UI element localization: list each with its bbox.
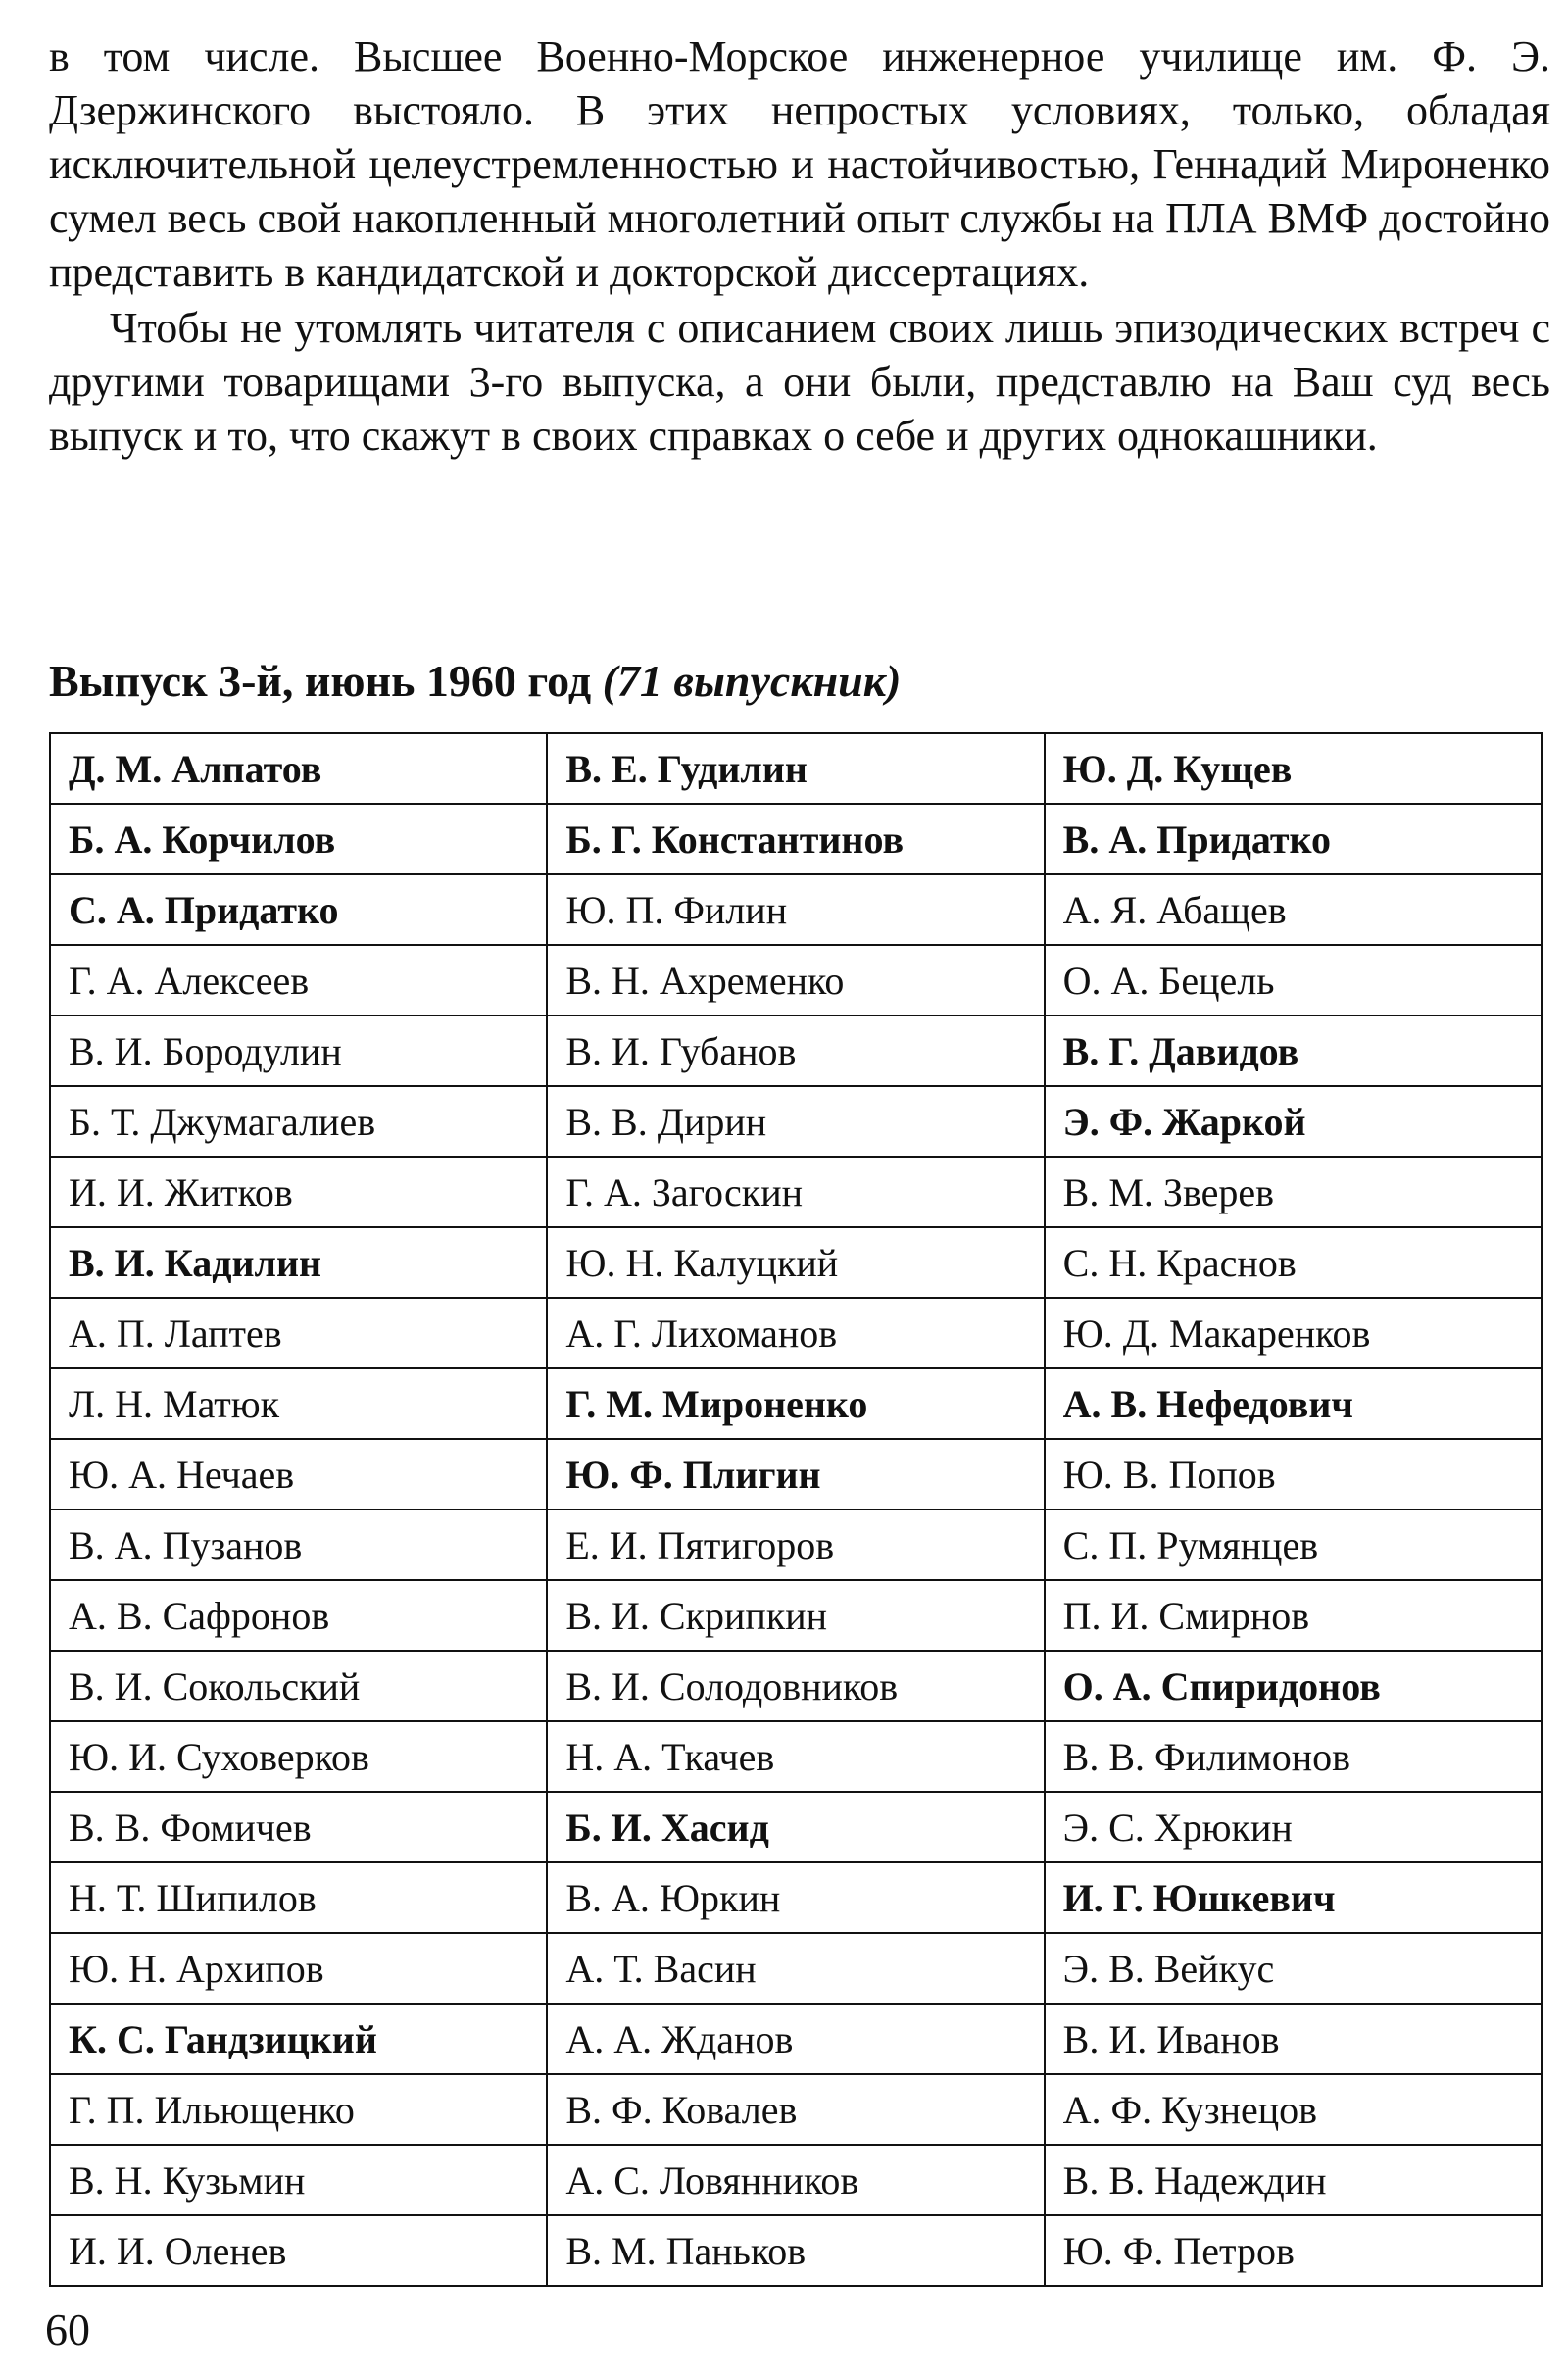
- heading-subtitle: (71 выпускник): [602, 656, 902, 706]
- table-row: [50, 1651, 1542, 1721]
- table-cell: В. Г. Давидов: [1045, 1015, 1542, 1086]
- table-cell: Г. А. Загоскин: [547, 1157, 1044, 1227]
- table-row: [50, 945, 1542, 1015]
- table-row: [50, 1298, 1542, 1368]
- table-row: [50, 1227, 1542, 1298]
- table-row: [50, 1580, 1542, 1651]
- table-cell: Г. М. Мироненко: [547, 1368, 1044, 1439]
- table-cell: Н. А. Ткачев: [547, 1721, 1044, 1792]
- table-cell: В. И. Губанов: [547, 1015, 1044, 1086]
- table-cell: В. И. Кадилин: [50, 1227, 547, 1298]
- table-row: [50, 733, 1542, 804]
- table-cell: В. Н. Ахременко: [547, 945, 1044, 1015]
- table-cell: В. В. Надеждин: [1045, 2145, 1542, 2215]
- table-row: [50, 1862, 1542, 1933]
- table-row: [50, 2074, 1542, 2145]
- table-cell: А. С. Ловянников: [547, 2145, 1044, 2215]
- table-cell: Г. А. Алексеев: [50, 945, 547, 1015]
- paragraph-1: в том числе. Высшее Военно-Морское инженерное училище им. Ф. Э. Дзержинского выстояло. В этих непростых условиях, только, обладая исключительной целеустремленностью и настойчивостью, Геннадий Мироненко сумел весь свой накопленный многолетний опыт службы на ПЛА ВМФ достойно представить в кандидатской и докторской диссертациях.: [49, 32, 1550, 296]
- table-cell: А. Ф. Кузнецов: [1045, 2074, 1542, 2145]
- graduates-table: [49, 732, 1543, 2287]
- table-cell: Ю. Ф. Плигин: [547, 1439, 1044, 1510]
- table-row: [50, 874, 1542, 945]
- table-cell: Ю. Н. Архипов: [50, 1933, 547, 2004]
- page-text: [49, 29, 1550, 463]
- table-cell: Ю. А. Нечаев: [50, 1439, 547, 1510]
- table-cell: А. Г. Лихоманов: [547, 1298, 1044, 1368]
- table-row: [50, 2215, 1542, 2286]
- table-cell: Л. Н. Матюк: [50, 1368, 547, 1439]
- table-cell: Ю. Д. Кущев: [1045, 733, 1542, 804]
- table-row: [50, 1510, 1542, 1580]
- heading-title: Выпуск 3-й, июнь 1960 год: [49, 656, 592, 706]
- table-cell: В. А. Придатко: [1045, 804, 1542, 874]
- table-cell: Э. С. Хрюкин: [1045, 1792, 1542, 1862]
- table-cell: А. Я. Абащев: [1045, 874, 1542, 945]
- table-cell: Б. Т. Джумагалиев: [50, 1086, 547, 1157]
- table-cell: В. В. Фомичев: [50, 1792, 547, 1862]
- table-cell: К. С. Гандзицкий: [50, 2004, 547, 2074]
- table-cell: В. А. Юркин: [547, 1862, 1044, 1933]
- table-cell: В. И. Скрипкин: [547, 1580, 1044, 1651]
- table-cell: В. И. Сокольский: [50, 1651, 547, 1721]
- table-cell: В. Н. Кузьмин: [50, 2145, 547, 2215]
- table-row: [50, 2145, 1542, 2215]
- table-cell: О. А. Бецель: [1045, 945, 1542, 1015]
- table-row: [50, 1015, 1542, 1086]
- table-row: [50, 1368, 1542, 1439]
- table-cell: И. Г. Юшкевич: [1045, 1862, 1542, 1933]
- table-row: [50, 1157, 1542, 1227]
- table-row: [50, 1721, 1542, 1792]
- table-cell: А. П. Лаптев: [50, 1298, 547, 1368]
- table-cell: И. И. Оленев: [50, 2215, 547, 2286]
- table-cell: Е. И. Пятигоров: [547, 1510, 1044, 1580]
- table-cell: Н. Т. Шипилов: [50, 1862, 547, 1933]
- table-cell: А. В. Нефедович: [1045, 1368, 1542, 1439]
- table-cell: С. П. Румянцев: [1045, 1510, 1542, 1580]
- table-cell: В. М. Паньков: [547, 2215, 1044, 2286]
- table-cell: В. А. Пузанов: [50, 1510, 547, 1580]
- table-cell: В. В. Дирин: [547, 1086, 1044, 1157]
- table-cell: В. М. Зверев: [1045, 1157, 1542, 1227]
- table-cell: Ю. Д. Макаренков: [1045, 1298, 1542, 1368]
- table-cell: О. А. Спиридонов: [1045, 1651, 1542, 1721]
- table-cell: Д. М. Алпатов: [50, 733, 547, 804]
- table-cell: В. В. Филимонов: [1045, 1721, 1542, 1792]
- page-number: 60: [45, 2304, 90, 2354]
- table-cell: В. И. Бородулин: [50, 1015, 547, 1086]
- table-row: [50, 1439, 1542, 1510]
- table-cell: В. Ф. Ковалев: [547, 2074, 1044, 2145]
- table-row: [50, 1086, 1542, 1157]
- table-cell: А. Т. Васин: [547, 1933, 1044, 2004]
- table-cell: И. И. Житков: [50, 1157, 547, 1227]
- table-cell: В. И. Солодовников: [547, 1651, 1044, 1721]
- table-row: [50, 804, 1542, 874]
- paragraph-2: Чтобы не утомлять читателя с описанием своих лишь эпизодических встреч с другими товарищами 3-го выпуска, а они были, представлю на Ваш суд весь выпуск и то, что скажут в своих справках о себе и других однокашники.: [49, 304, 1550, 460]
- table-cell: Ю. И. Суховерков: [50, 1721, 547, 1792]
- table-cell: П. И. Смирнов: [1045, 1580, 1542, 1651]
- table-cell: Б. И. Хасид: [547, 1792, 1044, 1862]
- graduates-table-body: [50, 733, 1542, 2286]
- section-heading: [49, 655, 901, 707]
- table-cell: С. А. Придатко: [50, 874, 547, 945]
- table-cell: Э. Ф. Жаркой: [1045, 1086, 1542, 1157]
- table-row: [50, 2004, 1542, 2074]
- table-cell: Г. П. Ильющенко: [50, 2074, 547, 2145]
- table-cell: В. Е. Гудилин: [547, 733, 1044, 804]
- table-row: [50, 1933, 1542, 2004]
- table-cell: А. А. Жданов: [547, 2004, 1044, 2074]
- table-cell: Ю. Ф. Петров: [1045, 2215, 1542, 2286]
- table-cell: Ю. Н. Калуцкий: [547, 1227, 1044, 1298]
- table-cell: Б. А. Корчилов: [50, 804, 547, 874]
- table-row: [50, 1792, 1542, 1862]
- table-cell: Ю. В. Попов: [1045, 1439, 1542, 1510]
- table-cell: Б. Г. Константинов: [547, 804, 1044, 874]
- table-cell: В. И. Иванов: [1045, 2004, 1542, 2074]
- table-cell: С. Н. Краснов: [1045, 1227, 1542, 1298]
- table-cell: А. В. Сафронов: [50, 1580, 547, 1651]
- table-cell: Э. В. Вейкус: [1045, 1933, 1542, 2004]
- table-cell: Ю. П. Филин: [547, 874, 1044, 945]
